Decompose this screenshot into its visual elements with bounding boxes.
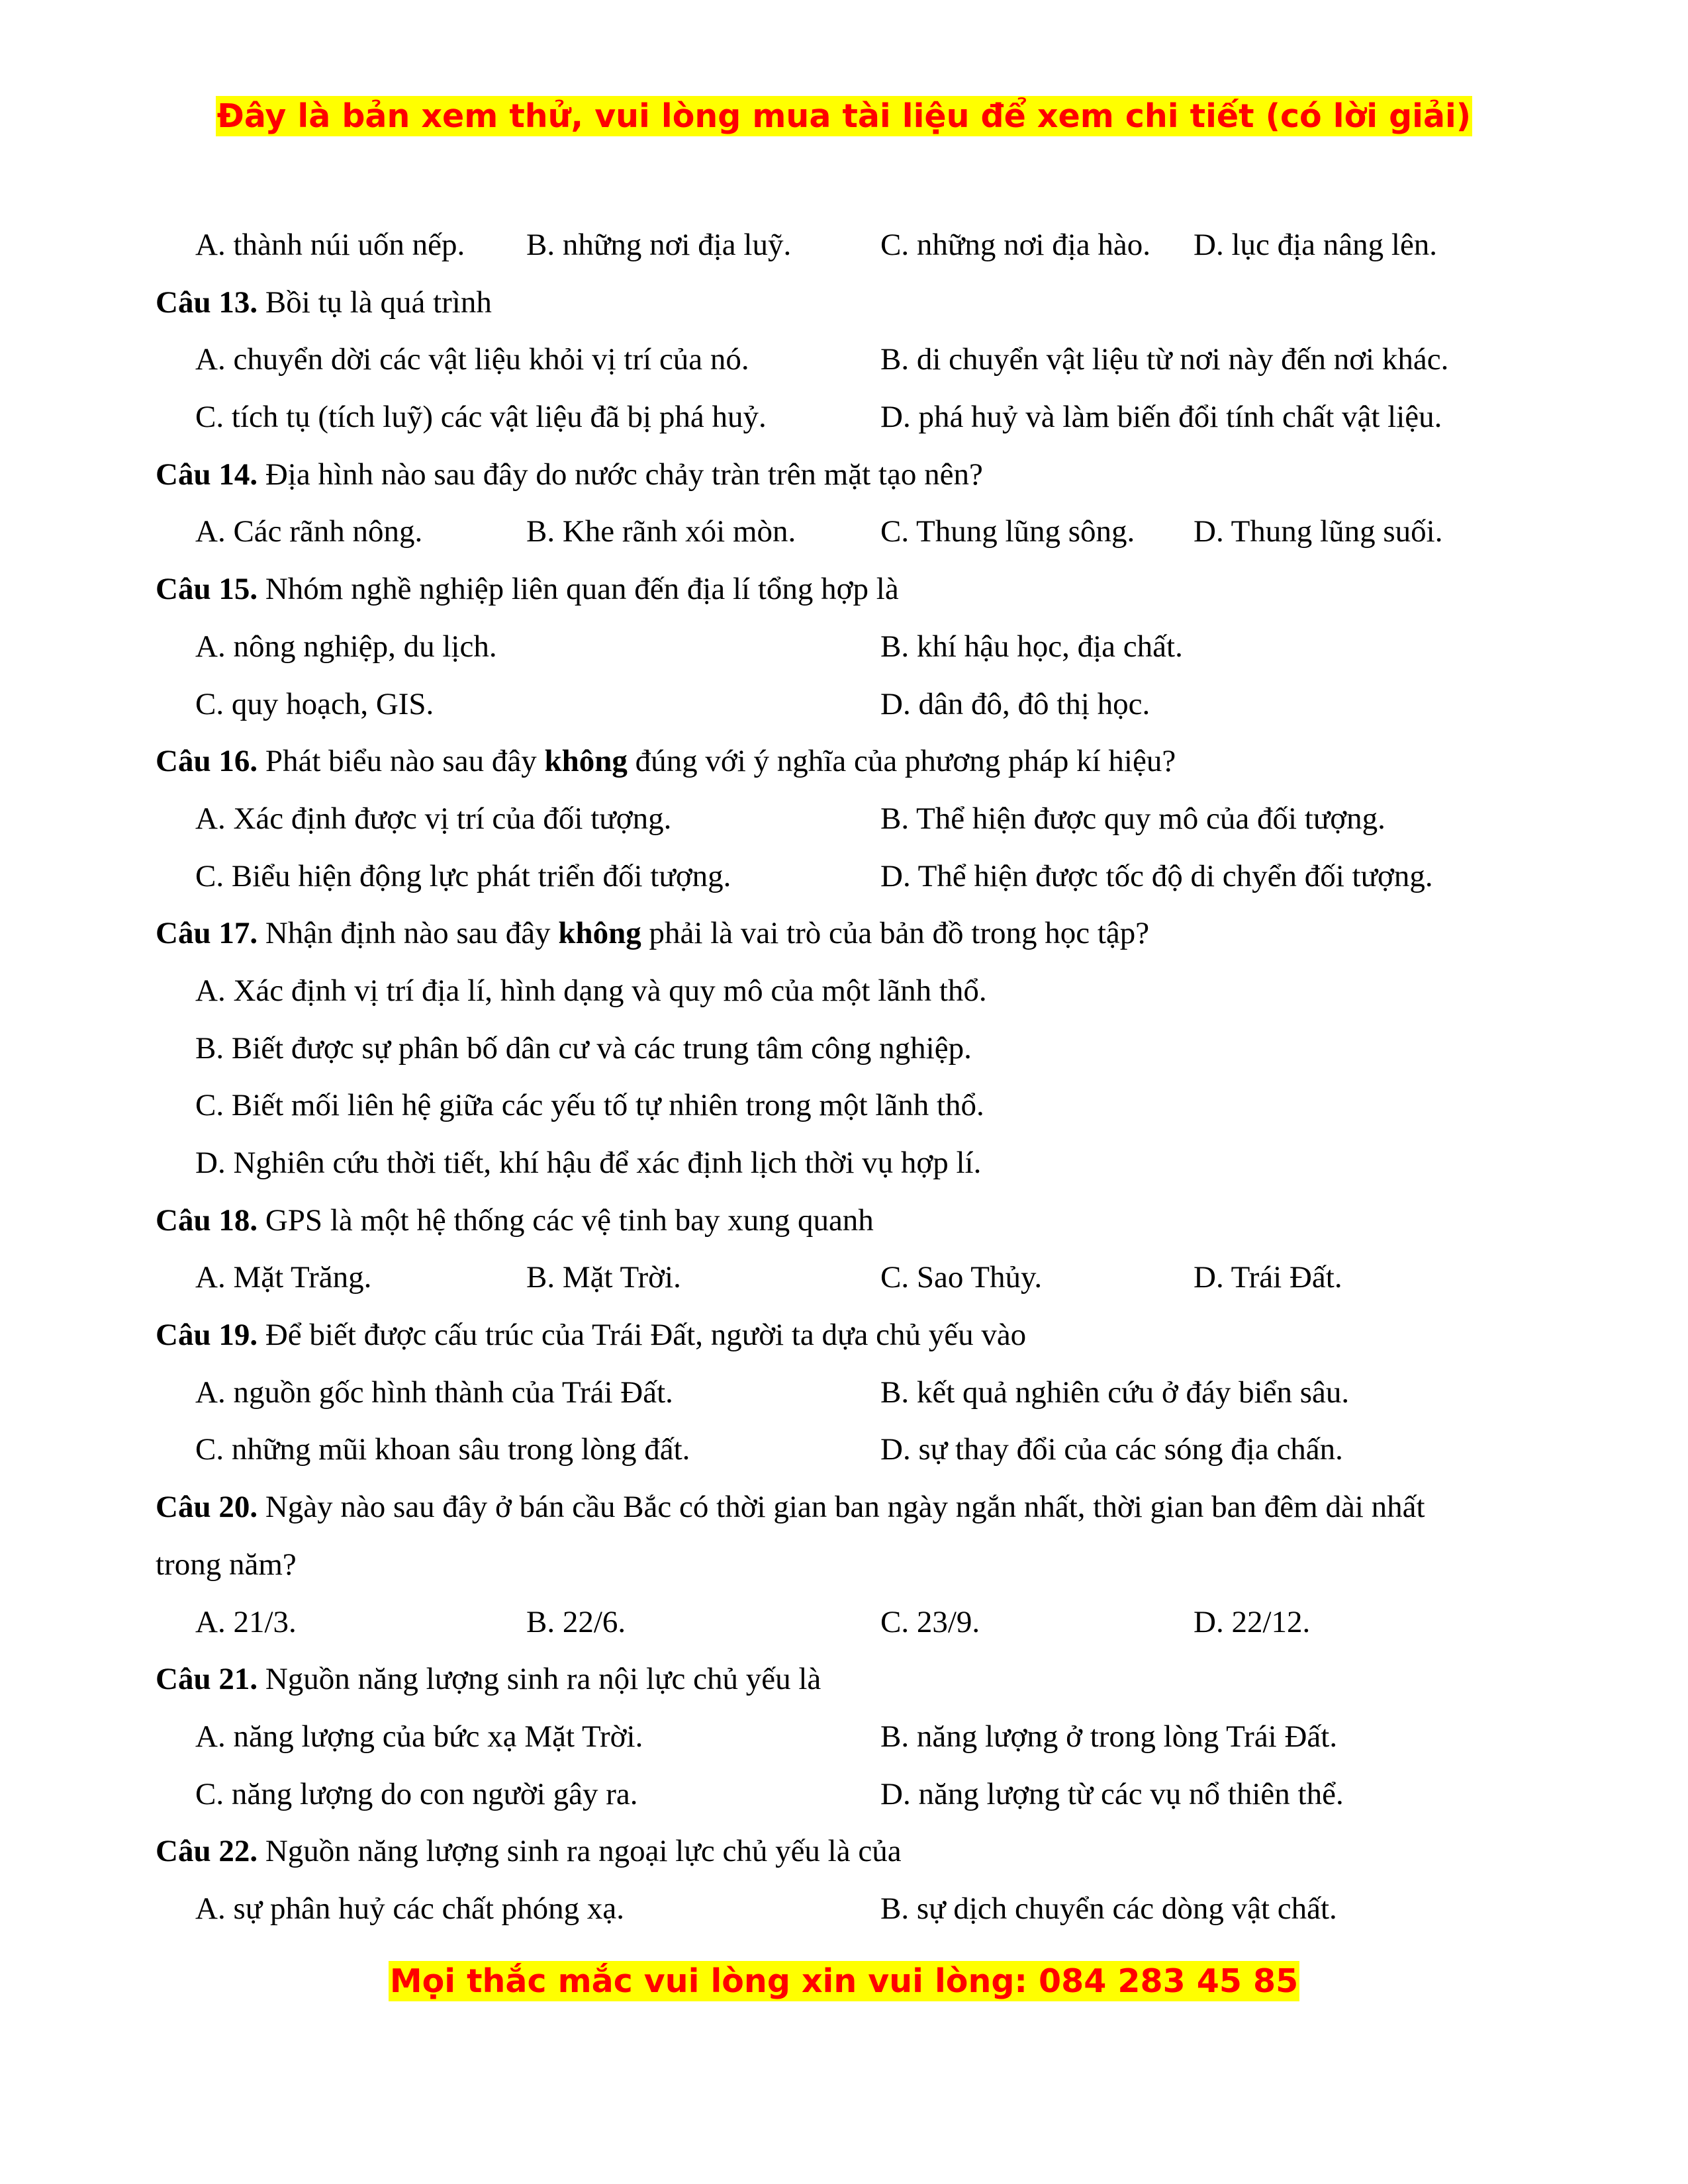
option-row [156, 1024, 1539, 1082]
option-b: B. khí hậu học, địa chất. [880, 629, 1183, 664]
option-d: D. Thể hiện được tốc độ di chyển đối tượng. [880, 858, 1433, 893]
question-text: Nguồn năng lượng sinh ra ngoại lực chủ yếu là của [258, 1834, 902, 1869]
question-21 [156, 1655, 1539, 1713]
preview-notice-text: Đây là bản xem thử, vui lòng mua tài liệu để xem chi tiết (có lời giải) [216, 97, 1472, 135]
option-a: A. nguồn gốc hình thành của Trái Đất. [195, 1375, 673, 1410]
question-22 [156, 1827, 1539, 1885]
option-b: B. di chuyển vật liệu từ nơi này đến nơi khác. [880, 342, 1449, 377]
option-row [156, 1253, 1539, 1311]
option-d: D. năng lượng từ các vụ nổ thiên thể. [880, 1776, 1344, 1811]
question-text: Nhóm nghề nghiệp liên quan đến địa lí tổng hợp là [258, 572, 899, 607]
contact-notice-text: Mọi thắc mắc vui lòng xin vui lòng: 084 283 45 85 [389, 1962, 1299, 2000]
option-a: A. 21/3. [195, 1604, 297, 1639]
option-c: C. những mũi khoan sâu trong lòng đất. [195, 1432, 690, 1467]
option-d: D. lục địa nâng lên. [1194, 228, 1438, 262]
option-row [156, 852, 1539, 910]
option-a: A. Xác định vị trí địa lí, hình dạng và quy mô của một lãnh thổ. [195, 973, 987, 1008]
question-text: Phát biểu nào sau đây [258, 744, 545, 779]
option-a: A. thành núi uốn nếp. [195, 228, 465, 262]
option-row [156, 1081, 1539, 1139]
question-text: Nhận định nào sau đây [258, 916, 559, 951]
option-d: D. dân đô, đô thị học. [880, 686, 1150, 721]
option-a: A. chuyển dời các vật liệu khỏi vị trí của nó. [195, 342, 749, 377]
option-c: C. Thung lũng sông. [880, 514, 1135, 549]
contact-notice-banner [0, 1960, 1688, 2003]
option-row [156, 1139, 1539, 1197]
option-row [156, 623, 1539, 680]
option-a: A. Các rãnh nông. [195, 514, 423, 549]
question-label: Câu 19. [156, 1318, 258, 1353]
option-row [156, 508, 1539, 565]
option-b: B. những nơi địa luỹ. [526, 228, 792, 262]
option-c: C. Biểu hiện động lực phát triển đối tượng. [195, 858, 731, 893]
question-label: Câu 22. [156, 1834, 258, 1869]
option-c: C. Sao Thủy. [880, 1260, 1043, 1295]
option-b: B. năng lượng ở trong lòng Trái Đất. [880, 1719, 1338, 1754]
option-row [156, 221, 1539, 279]
question-15 [156, 565, 1539, 623]
question-text: Ngày nào sau đây ở bán cầu Bắc có thời gian ban ngày ngắn nhất, thời gian ban đêm dài nhất [258, 1490, 1425, 1525]
option-c: C. tích tụ (tích luỹ) các vật liệu đã bị phá huỷ. [195, 400, 767, 435]
question-text-continued: trong năm? [156, 1547, 297, 1582]
option-row [156, 1713, 1539, 1770]
question-20 [156, 1483, 1539, 1541]
question-emphasis: không [544, 744, 628, 779]
preview-notice-banner [0, 95, 1688, 138]
option-d: D. Thung lũng suối. [1194, 514, 1443, 549]
question-label: Câu 18. [156, 1203, 258, 1238]
option-b: B. Thể hiện được quy mô của đối tượng. [880, 801, 1385, 836]
question-text: Để biết được cấu trúc của Trái Đất, người ta dựa chủ yếu vào [258, 1318, 1027, 1353]
option-d: D. phá huỷ và làm biến đổi tính chất vật liệu. [880, 400, 1442, 435]
option-c: C. Biết mối liên hệ giữa các yếu tố tự nhiên trong một lãnh thổ. [195, 1088, 984, 1123]
option-b: B. sự dịch chuyển các dòng vật chất. [880, 1891, 1337, 1926]
option-c: C. năng lượng do con người gây ra. [195, 1776, 638, 1811]
question-label: Câu 21. [156, 1662, 258, 1697]
question-text: Bồi tụ là quá trình [258, 285, 492, 320]
question-label: Câu 16. [156, 744, 258, 779]
option-row [156, 967, 1539, 1024]
option-d: D. sự thay đổi của các sóng địa chấn. [880, 1432, 1343, 1467]
option-d: D. Nghiên cứu thời tiết, khí hậu để xác định lịch thời vụ hợp lí. [195, 1146, 982, 1180]
option-d: D. Trái Đất. [1194, 1260, 1342, 1295]
question-text: Nguồn năng lượng sinh ra nội lực chủ yếu là [258, 1662, 821, 1697]
option-row [156, 680, 1539, 738]
question-19 [156, 1311, 1539, 1369]
option-a: A. Xác định được vị trí của đối tượng. [195, 801, 672, 836]
question-13 [156, 279, 1539, 336]
option-b: B. Khe rãnh xói mòn. [526, 514, 796, 549]
question-label: Câu 20. [156, 1490, 258, 1525]
option-a: A. năng lượng của bức xạ Mặt Trời. [195, 1719, 643, 1754]
question-label: Câu 14. [156, 457, 258, 492]
question-emphasis: không [558, 916, 641, 951]
option-row [156, 393, 1539, 451]
question-text: đúng với ý nghĩa của phương pháp kí hiệu? [627, 744, 1176, 779]
option-c: C. những nơi địa hào. [880, 228, 1151, 262]
question-16 [156, 737, 1539, 795]
option-row [156, 1426, 1539, 1483]
option-a: A. Mặt Trăng. [195, 1260, 372, 1295]
option-b: B. Biết được sự phân bố dân cư và các trung tâm công nghiệp. [195, 1030, 972, 1066]
question-text: Địa hình nào sau đây do nước chảy tràn trên mặt tạo nên? [258, 457, 983, 492]
option-row [156, 1885, 1539, 1942]
option-row [156, 1369, 1539, 1426]
option-a: A. sự phân huỷ các chất phóng xạ. [195, 1891, 625, 1926]
option-row [156, 336, 1539, 393]
question-17 [156, 909, 1539, 967]
option-b: B. Mặt Trời. [526, 1260, 681, 1295]
question-14 [156, 451, 1539, 508]
question-label: Câu 13. [156, 285, 258, 320]
option-b: B. kết quả nghiên cứu ở đáy biển sâu. [880, 1375, 1350, 1410]
question-label: Câu 15. [156, 572, 258, 607]
option-d: D. 22/12. [1194, 1604, 1311, 1639]
question-text: phải là vai trò của bản đồ trong học tập? [641, 916, 1150, 951]
question-18 [156, 1197, 1539, 1254]
option-b: B. 22/6. [526, 1604, 626, 1639]
option-c: C. quy hoạch, GIS. [195, 686, 434, 721]
option-row [156, 795, 1539, 852]
question-label: Câu 17. [156, 916, 258, 951]
option-a: A. nông nghiệp, du lịch. [195, 629, 497, 664]
option-row [156, 1598, 1539, 1656]
question-text: GPS là một hệ thống các vệ tinh bay xung quanh [258, 1203, 874, 1238]
question-list [156, 221, 1539, 1942]
option-c: C. 23/9. [880, 1604, 980, 1639]
option-row [156, 1770, 1539, 1828]
